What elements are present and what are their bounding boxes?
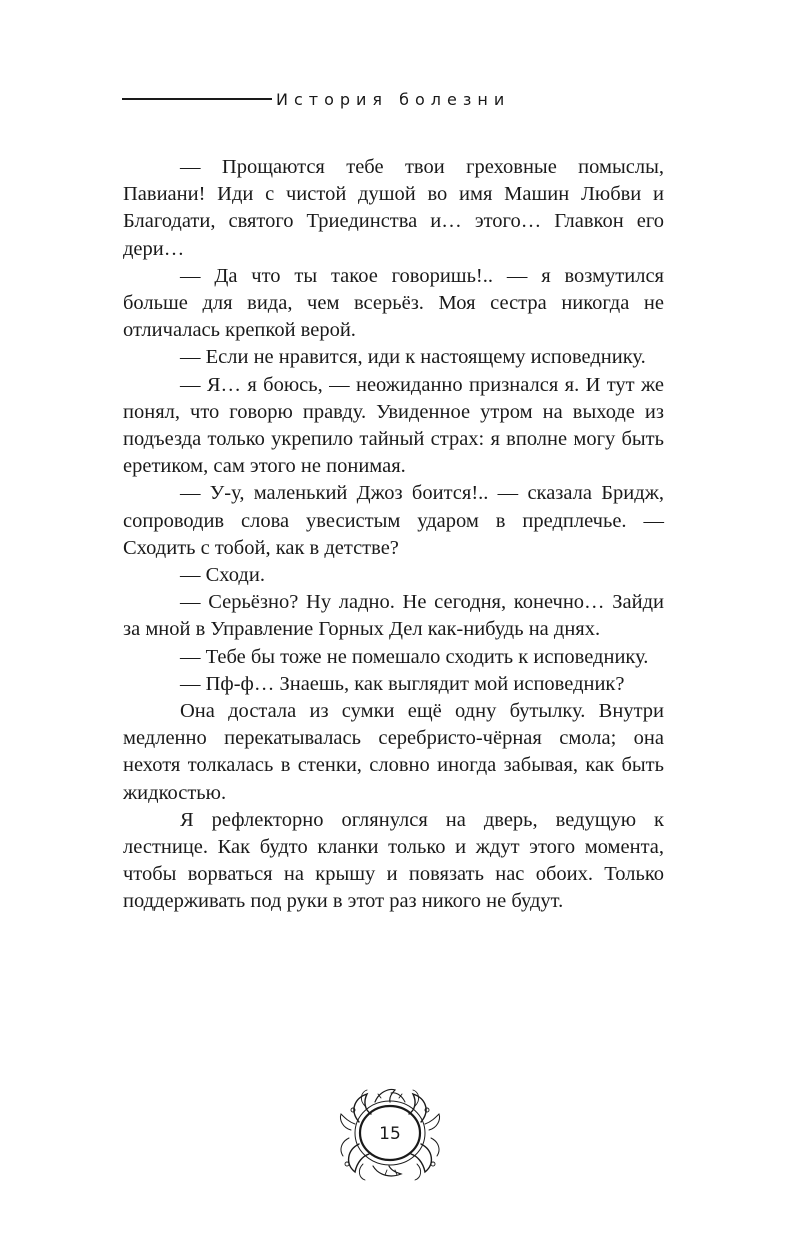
paragraph: — У-у, маленький Джоз боится!.. — сказала Бридж, сопроводив слова увесистым ударом в предплечье. — Сходить с тобой, как в детстве?	[123, 482, 664, 559]
body-text	[123, 154, 664, 916]
paragraph: — Тебе бы тоже не помешало сходить к исповеднику.	[180, 645, 649, 668]
running-title: История болезни	[276, 89, 511, 109]
paragraph: Я рефлекторно оглянулся на дверь, ведущую к лестнице. Как будто кланки только и ждут этого момента, чтобы ворваться на крышу и повязать нас обоих. Только поддерживать под руки в этот раз никого не будут.	[123, 808, 664, 913]
paragraph: — Да что ты такое говоришь!.. — я возмутился больше для вида, чем всерьёз. Моя сестра никогда не отличалась крепкой верой.	[123, 264, 664, 342]
header-rule	[122, 98, 272, 100]
running-head	[122, 86, 682, 112]
paragraph: — Пф-ф… Знаешь, как выглядит мой исповедник?	[180, 672, 625, 695]
paragraph: — Сходи.	[180, 564, 265, 587]
paragraph: — Серьёзно? Ну ладно. Не сегодня, конечно… Зайди за мной в Управление Горных Дел как-нибудь на днях.	[123, 591, 664, 641]
page-number: 15	[379, 1123, 401, 1144]
paragraph: — Если не нравится, иди к настоящему исповеднику.	[180, 346, 646, 369]
paragraph: — Я… я боюсь, — неожиданно признался я. И тут же понял, что говорю правду. Увиденное утром на выходе из подъезда только укрепило тайный страх: я вполне могу быть еретиком, сам этого не понимая.	[123, 373, 664, 478]
page-number-ornament	[329, 1080, 451, 1185]
paragraph: Она достала из сумки ещё одну бутылку. Внутри медленно перекатывалась серебристо-чёрная смола; она нехотя толкалась в стенки, словно иногда забывая, как быть жидкостью.	[123, 700, 664, 804]
paragraph: — Прощаются тебе твои греховные помыслы, Павиани! Иди с чистой душой во имя Машин Любви и Благодати, святого Триединства и… этого… Главкон его дери…	[123, 156, 664, 260]
